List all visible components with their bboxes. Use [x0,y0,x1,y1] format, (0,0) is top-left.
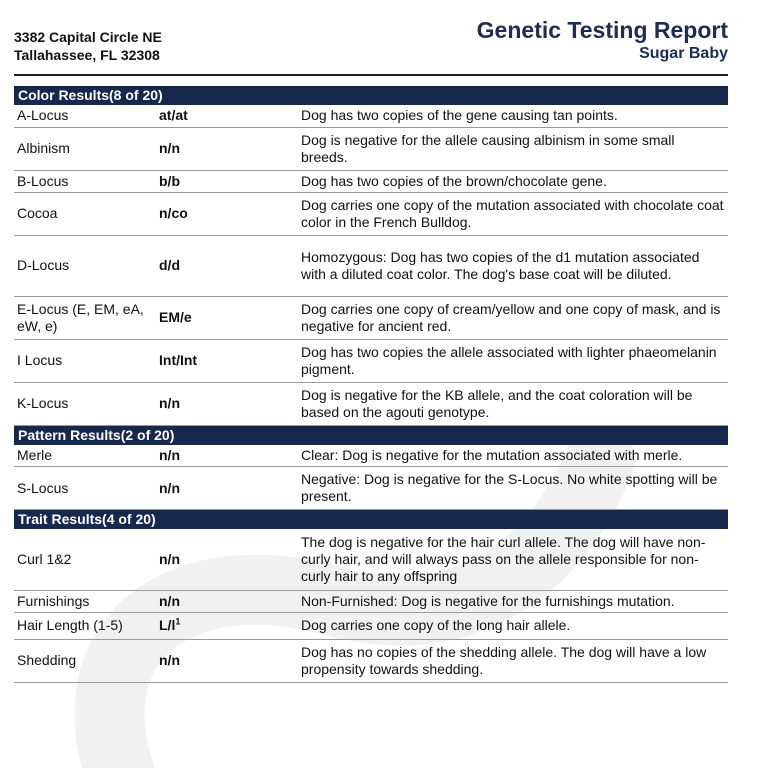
address-line-1: 3382 Capital Circle NE [14,29,162,45]
genotype-footnote: 1 [175,616,181,627]
genotype: Int/Int [156,339,298,382]
description: Dog is negative for the KB allele, and the coat coloration will be based on the agouti genotype. [298,382,728,425]
genotype: n/n [156,445,298,467]
section-label: Color Results(8 of 20) [14,86,728,105]
section-label: Pattern Results(2 of 20) [14,425,728,445]
locus-name: Albinism [14,127,156,170]
result-row-a-locus [14,105,728,127]
genotype: n/n [156,529,298,590]
description: Dog has no copies of the shedding allele. The dog will have a low propensity towards shedding. [298,639,728,682]
report-title: Genetic Testing Report [476,17,728,43]
section-header-pattern [14,425,728,445]
description: Dog is negative for the allele causing albinism in some small breeds. [298,127,728,170]
section-header-color [14,86,728,105]
dog-name: Sugar Baby [639,45,728,62]
genotype: at/at [156,105,298,127]
genotype: EM/e [156,296,298,339]
result-row-albinism [14,127,728,170]
genotype: b/b [156,170,298,192]
result-row-furnishings [14,590,728,612]
genotype: L/l [159,617,176,633]
locus-name: Hair Length (1-5) [14,612,156,639]
result-row-i-locus [14,339,728,382]
description: Non-Furnished: Dog is negative for the furnishings mutation. [298,590,728,612]
description: Dog carries one copy of cream/yellow and one copy of mask, and is negative for ancient red. [298,296,728,339]
locus-name: B-Locus [14,170,156,192]
report-header [14,14,728,76]
description: Dog carries one copy of the long hair allele. [298,612,728,639]
locus-name: Cocoa [14,192,156,235]
result-row-b-locus [14,170,728,192]
locus-name: I Locus [14,339,156,382]
result-row-d-locus [14,235,728,296]
description: Dog has two copies the allele associated with lighter phaeomelanin pigment. [298,339,728,382]
address-line-2: Tallahassee, FL 32308 [14,47,160,63]
description: Clear: Dog is negative for the mutation associated with merle. [298,445,728,467]
locus-name: Curl 1&2 [14,529,156,590]
locus-name: D-Locus [14,235,156,296]
locus-name: Shedding [14,639,156,682]
genotype: d/d [156,235,298,296]
genotype: n/n [156,382,298,425]
genotype: n/n [156,590,298,612]
result-row-hair-length [14,612,728,639]
result-row-merle [14,445,728,467]
section-label: Trait Results(4 of 20) [14,510,728,530]
description: Homozygous: Dog has two copies of the d1 mutation associated with a diluted coat color. The dog's base coat will be diluted. [298,235,728,296]
locus-name: K-Locus [14,382,156,425]
description: Dog carries one copy of the mutation associated with chocolate coat color in the French Bulldog. [298,192,728,235]
genotype: n/n [156,467,298,510]
genotype: n/n [156,127,298,170]
section-header-trait [14,510,728,530]
result-row-k-locus [14,382,728,425]
genotype-cell [156,612,298,639]
locus-name: E-Locus (E, EM, eA, eW, e) [14,296,156,339]
description: The dog is negative for the hair curl allele. The dog will have non-curly hair, and will always pass on the allele responsible for non-curly hair to any offspring [298,529,728,590]
locus-name: S-Locus [14,467,156,510]
result-row-curl [14,529,728,590]
locus-name: Furnishings [14,590,156,612]
description: Dog has two copies of the brown/chocolate gene. [298,170,728,192]
result-row-shedding [14,639,728,682]
lab-address [14,28,162,64]
result-row-cocoa [14,192,728,235]
description: Negative: Dog is negative for the S-Locus. No white spotting will be present. [298,467,728,510]
result-row-s-locus [14,467,728,510]
description: Dog has two copies of the gene causing tan points. [298,105,728,127]
locus-name: Merle [14,445,156,467]
title-block [477,17,728,63]
results-table [14,86,728,683]
result-row-e-locus [14,296,728,339]
genotype: n/n [156,639,298,682]
genotype: n/co [156,192,298,235]
locus-name: A-Locus [14,105,156,127]
